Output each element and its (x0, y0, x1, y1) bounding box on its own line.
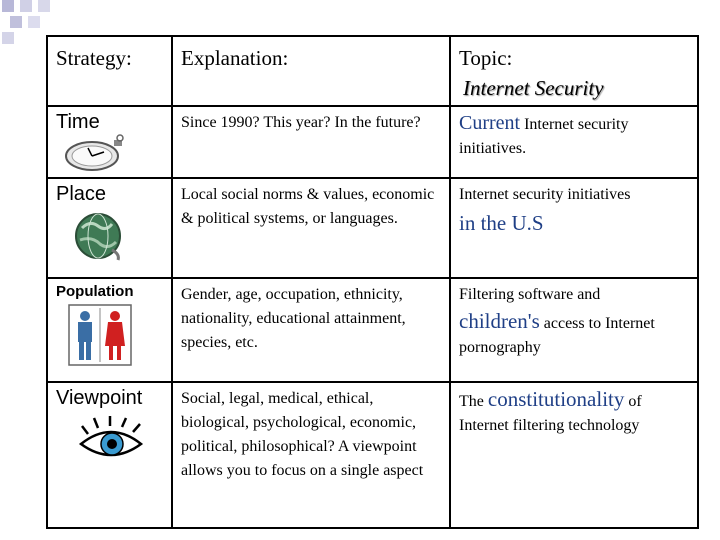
strategy-cell-time (47, 106, 172, 178)
header-strategy: Strategy: (56, 46, 132, 70)
explanation-place: Local social norms & values, economic & political systems, or languages. (181, 186, 435, 227)
header-topic-label: Topic: (459, 46, 513, 70)
strategy-label-population: Population (56, 283, 134, 300)
header-strategy-cell (47, 36, 172, 106)
table-row-time (47, 106, 698, 178)
topic-rest-population: access to Internet pornography (459, 315, 655, 356)
header-explanation-cell (172, 36, 450, 106)
topic-highlight-viewpoint: constitutionality (487, 387, 625, 411)
explanation-time: Since 1990? This year? In the future? (181, 114, 421, 131)
topic-cell-population (450, 278, 698, 382)
explanation-viewpoint: Social, legal, medical, ethical, biological, psychological, economic, political, philosophical? A viewpoint allows you to focus on a single aspect (181, 390, 424, 479)
header-row (47, 36, 698, 106)
topic-cell-viewpoint (450, 382, 698, 528)
strategy-cell-viewpoint (47, 382, 172, 528)
eye-icon (76, 414, 146, 470)
people-icon (68, 304, 132, 366)
topic-highlight-time: Current (459, 112, 521, 134)
strategy-label-place: Place (56, 183, 107, 205)
explanation-cell-viewpoint (172, 382, 450, 528)
header-explanation: Explanation: (181, 46, 289, 70)
globe-icon (68, 210, 128, 262)
strategy-table (46, 35, 699, 529)
table-row-place (47, 178, 698, 278)
header-topic-value: Internet Security (463, 76, 604, 100)
topic-cell-place (450, 178, 698, 278)
strategy-label-viewpoint: Viewpoint (56, 387, 143, 409)
explanation-cell-time (172, 106, 450, 178)
topic-place (451, 179, 697, 235)
header-topic-cell (450, 36, 698, 106)
stopwatch-icon (64, 134, 126, 174)
topic-highlight-population: children's (459, 309, 540, 333)
topic-cell-time (450, 106, 698, 178)
topic-rest-time: Internet security initiatives. (459, 116, 629, 157)
table-row-viewpoint (47, 382, 698, 528)
strategy-label-time: Time (56, 111, 100, 133)
topic-rest-viewpoint: of Internet filtering technology (459, 393, 642, 434)
topic-line1-place: Internet security initiatives (459, 186, 631, 203)
explanation-cell-population (172, 278, 450, 382)
topic-population (451, 279, 697, 360)
topic-highlight-place: in the U.S (459, 211, 544, 235)
explanation-population: Gender, age, occupation, ethnicity, nationality, educational attainment, species, etc. (181, 286, 406, 351)
strategy-cell-population (47, 278, 172, 382)
table-row-population (47, 278, 698, 382)
topic-line1-population: Filtering software and (459, 286, 601, 303)
topic-prefix-viewpoint: The (459, 393, 488, 410)
topic-time (451, 107, 697, 161)
explanation-cell-place (172, 178, 450, 278)
strategy-cell-place (47, 178, 172, 278)
topic-viewpoint (451, 383, 697, 438)
